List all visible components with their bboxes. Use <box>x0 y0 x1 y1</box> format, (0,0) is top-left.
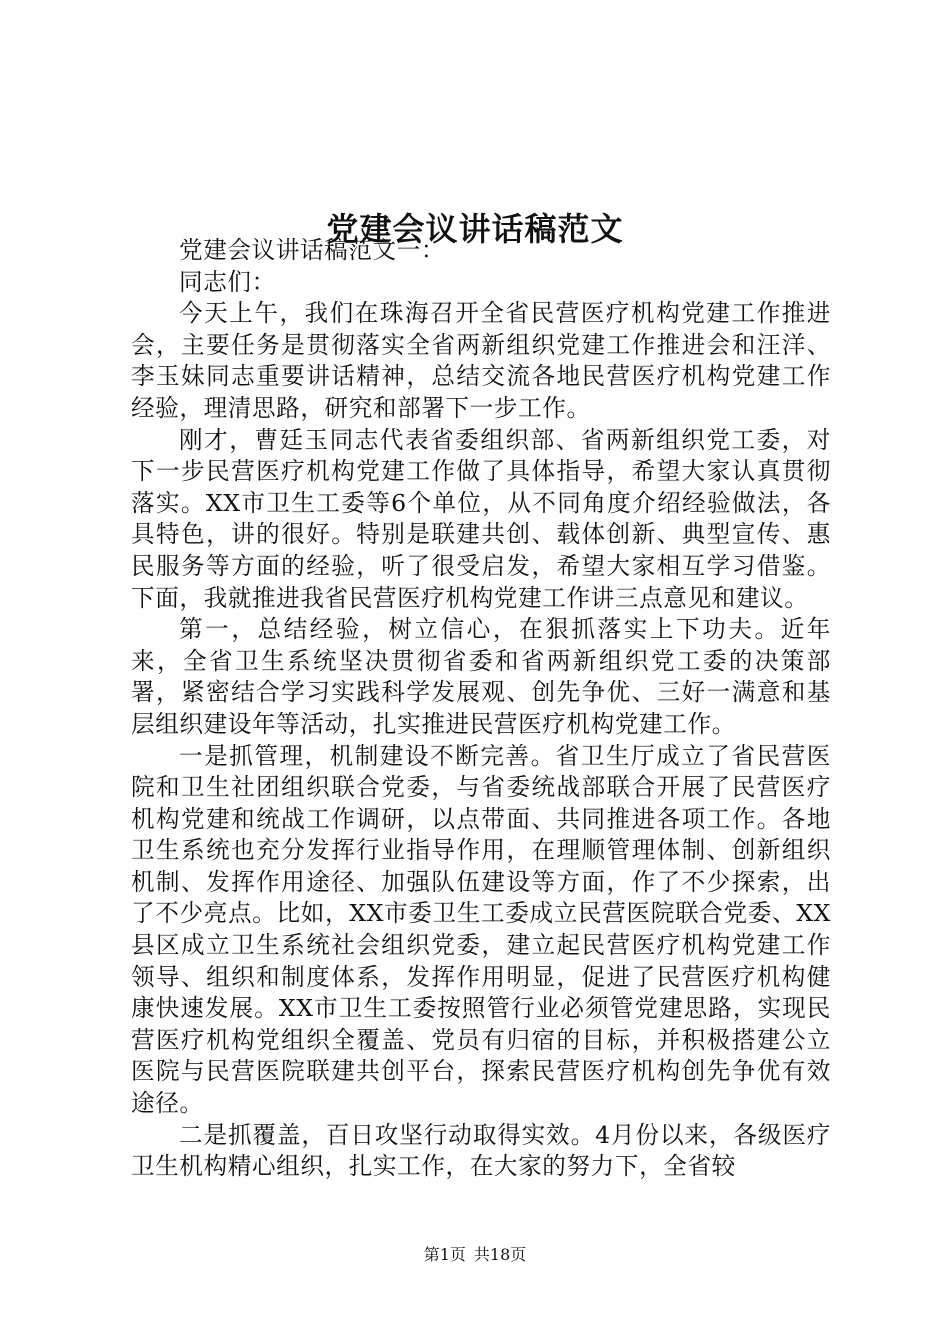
page-total: 共18页 <box>473 1245 527 1264</box>
paragraph: 一是抓管理，机制建设不断完善。省卫生厅成立了省民营医院和卫生社团组织联合党委，与省委统战部联合开展了民营医疗机构党建和统战工作调研，以点带面、共同推进各项工作。各地卫生系统也充分发挥行业指导作用，在理顺管理体制、创新组织机制、发挥作用途径、加强队伍建设等方面，作了不少探索，出了不少亮点。比如，XX市委卫生工委成立民营医院联合党委、XX县区成立卫生系统社会组织党委，建立起民营医疗机构党建工作领导、组织和制度体系，发挥作用明显，促进了民营医疗机构健康快速发展。XX市卫生工委按照管行业必须管党建思路，实现民营医疗机构党组织全覆盖、党员有归宿的目标，并积极搭建公立医院与民营医院联建共创平台，探索民营医疗机构创先争优有效途径。 <box>131 741 831 1118</box>
paragraph-heading: 党建会议讲话稿范文一： <box>179 236 446 264</box>
paragraph: 二是抓覆盖，百日攻坚行动取得实效。4月份以来，各级医疗卫生机构精心组织，扎实工作，在大家的努力下，全省较 <box>131 1120 831 1181</box>
document-body <box>131 235 831 1183</box>
page-number: 第1页 <box>423 1245 466 1264</box>
page-footer <box>0 1244 950 1266</box>
paragraph: 刚才，曹廷玉同志代表省委组织部、省两新组织党工委，对下一步民营医疗机构党建工作做了具体指导，希望大家认真贯彻落实。XX市卫生工委等6个单位，从不同角度介绍经验做法，各具特色，讲的很好。特别是联建共创、载体创新、典型宣传、惠民服务等方面的经验，听了很受启发，希望大家相互学习借鉴。下面，我就推进我省民营医疗机构党建工作讲三点意见和建议。 <box>131 425 831 612</box>
paragraph: 今天上午，我们在珠海召开全省民营医疗机构党建工作推进会，主要任务是贯彻落实全省两新组织党建工作推进会和汪洋、李玉妹同志重要讲话精神，总结交流各地民营医疗机构党建工作经验，理清思路，研究和部署下一步工作。 <box>131 299 831 422</box>
document-title: 党建会议讲话稿范文 <box>326 210 624 249</box>
paragraph-salutation: 同志们： <box>179 267 276 296</box>
paragraph: 第一，总结经验，树立信心，在狠抓落实上下功夫。近年来，全省卫生系统坚决贯彻省委和省两新组织党工委的决策部署，紧密结合学习实践科学发展观、创先争优、三好一满意和基层组织建设年等活动，扎实推进民营医疗机构党建工作。 <box>131 615 831 738</box>
